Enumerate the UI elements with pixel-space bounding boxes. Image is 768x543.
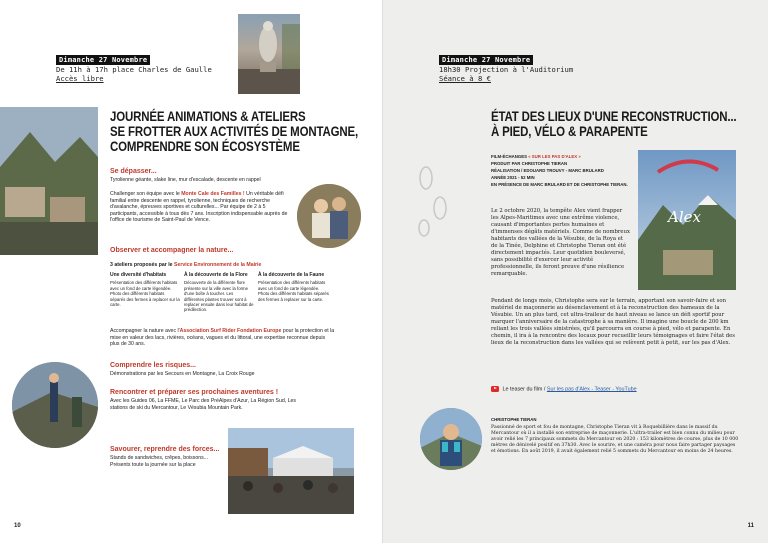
left-title-line-3: COMPRENDRE SON ÉCOSYSTÈME — [110, 138, 300, 154]
left-time-place: De 11h à 17h place Charles de Gaulle — [56, 65, 212, 74]
risques-heading: Comprendre les risques... — [110, 362, 196, 369]
right-date-label: Dimanche 27 Novembre — [439, 55, 533, 65]
market-crowd-photo — [228, 428, 354, 514]
atelier-1-text: Présentation des différents habitats avec un fond de carte légendée. Photo des différents habitats séparés des fermes à replacer sur la carte. — [110, 280, 180, 308]
rencontrer-text: Avec les Guides 06, La FFME, Le Parc des PréAlpes d'Azur, La Région Sud, Les stations de ski du Mercantour, Le Vésubia Mountain Park. — [110, 398, 297, 411]
teaser-line — [491, 386, 741, 393]
surf-rider-paragraph — [110, 328, 336, 348]
challenge-pre: Challenger son équipe avec le — [110, 191, 182, 197]
film-poster — [638, 150, 736, 290]
atelier-column-1 — [110, 273, 180, 307]
atelier-3-text: Présentation des différents habitats avec un fond de carte légendée. Photo des différents habitats séparés des fermes à replacer sur la carte. — [258, 280, 329, 302]
left-title-line-1: JOURNÉE ANIMATIONS & ATELIERS — [110, 108, 306, 124]
credit-presence: EN PRÉSENCE DE MARC BRULARD ET DE CHRISTOPHE TIERAN. — [491, 183, 628, 188]
left-date-label: Dimanche 27 Novembre — [56, 55, 150, 65]
right-title-line-2: À PIED, VÉLO & PARAPENTE — [491, 123, 648, 139]
ateliers-pre: 3 ateliers proposés par le — [110, 262, 175, 268]
atelier-column-2 — [184, 273, 254, 313]
atelier-column-3 — [258, 273, 330, 302]
ateliers-highlight: Service Environnement de la Mairie — [174, 262, 262, 268]
challenge-paragraph — [110, 191, 288, 224]
savourer-heading: Savourer, reprendre des forces... — [110, 446, 220, 453]
left-page-number: 10 — [14, 523, 21, 529]
family-round-photo — [297, 184, 361, 248]
atelier-1-heading: Une diversité d'habitats — [110, 272, 167, 278]
statue-photo — [238, 14, 300, 94]
credit-year: ANNÉE 2021 - 52 MIN — [491, 176, 535, 181]
bio-text: Passionné de sport et fou de montagne, Christophe Tieran vit à Roquebillière dans le massif du Mercantour où il a installé son entreprise de maçonnerie. L'ultra-trailer est bien connu du milieu pour avoir relié les 7 principaux sommets du Mercantour en 2020 : 153 kilomètres de course, plus de 10 000 mètres de dénivelé positif en 37h30. Avec le sourire, et une caméra pour nous faire partager paysages et émotions. En août 2019, il avait également relié 5 sommets du Mercantour en moins de 24 heures. — [491, 425, 739, 455]
challenge-body: Un véritable défi familial entre descente en rappel, tyrolienne, techniques de recherche d'avalanche, épreuves sportives et culturelles... Par équipe de 2 à 5 participants, accessible à tous dès 7 ans. Inscription indispensable auprès de l'office de tourisme de Saint-Paul de Vence. — [110, 191, 288, 224]
film-label: FILM-ÉCHANGES — [491, 155, 527, 160]
atelier-2-heading: À la découverte de la Flore — [184, 272, 248, 278]
right-time-place: 18h30 Projection à l'Auditorium — [439, 65, 574, 74]
challenge-highlight: Monte Cale des Familles ! — [181, 191, 245, 197]
youtube-icon — [491, 386, 499, 392]
credit-direction: RÉALISATION / EDOUARD TROUVY - MARC BRULARD — [491, 169, 604, 174]
ateliers-intro — [110, 262, 360, 269]
risques-text: Démonstrations par les Secours en Montagne, La Croix Rouge — [110, 371, 255, 377]
rencontrer-heading: Rencontrer et préparer ses prochaines aventures ! — [110, 389, 279, 396]
teaser-link[interactable]: Sur les pas d'Alex - Teaser - YouTube — [546, 386, 637, 393]
credit-producer: PRODUIT PAR CHRISTOPHE TIERAN — [491, 162, 568, 167]
film-title: « SUR LES PAS D'ALEX » — [528, 155, 581, 160]
left-access: Accès libre — [56, 74, 104, 83]
teaser-prefix: Le teaser du film / — [502, 386, 547, 393]
atelier-3-heading: À la découverte de la Faune — [258, 272, 325, 278]
savourer-text: Stands de sandwiches, crêpes, boissons... Présents toute la journée sur la place — [110, 455, 209, 468]
christophe-round-photo — [420, 408, 482, 470]
synopsis-paragraph-2: Pendant de longs mois, Christophe sera sur le terrain, apportant son savoir-faire et son matériel de maçonnerie au désenclavement et à la reconstruction des hameaux de la Vésubie. Un an plus tard, cet ultra-traileur de haut niveau se lance un défi sportif pour marquer l'anniversaire de la catastrophe à sa manière. Il imagine une boucle de 200 km reliant les trois vallées sinistrées, qu'il parcourra en course à pied, vélo et parapente. En chemin, il ira à la rencontre des locaux pour recueillir leurs témoignages et faire l'état des lieux de la reconstruction dans les vallées qui se relèvent petit à petit, sur les pas d'Alex. — [491, 298, 736, 346]
bio-name: CHRISTOPHE TIERAN — [491, 418, 537, 423]
poster-title: Alex — [668, 208, 701, 226]
mountain-village-photo — [0, 107, 98, 255]
film-label-line — [491, 155, 581, 161]
climbing-round-photo — [12, 362, 98, 448]
depasser-heading: Se dépasser... — [110, 168, 157, 175]
surf-highlight: Association Surf Rider Fondation Europe — [179, 328, 282, 334]
synopsis-paragraph-1: Le 2 octobre 2020, la tempête Alex vient frapper les Alpes-Maritimes avec une extrême violence, causant d'importantes pertes humaines et d'immenses dégâts matériels. Comme de nombreux habitants des vallées de la Vésubie, de la Roya et de la Tinée, Delphine et Christophe Tieran ont été directement impactés. Leur quotidien bouleversé, sans possibilité d'exercer leur activité professionnelle, ils feront preuve d'une résilience remarquable. — [491, 208, 630, 277]
left-title-line-2: SE FROTTER AUX ACTIVITÉS DE MONTAGNE, — [110, 123, 358, 139]
surf-pre: Accompagner la nature avec l' — [110, 328, 180, 334]
footprints-icon — [412, 160, 454, 240]
right-page — [384, 0, 768, 543]
depasser-text: Tyrolienne géante, slake line, mur d'escalade, descente en rappel — [110, 177, 261, 183]
right-price: Séance à 8 € — [439, 74, 491, 83]
atelier-2-text: Découverte de la différente flore présente sur la ville avec la forme d'une boîte à toucher. Les différentes plantes trouver sont à replacer ensuite dans leur habitat de prédilection. — [184, 280, 254, 313]
right-title-line-1: ÉTAT DES LIEUX D'UNE RECONSTRUCTION... — [491, 108, 737, 124]
right-page-number: 11 — [747, 523, 754, 529]
surf-body: pour la protection et la mise en valeur des lacs, rivières, océans, vagues et du littoral, une expertise reconnue depuis plus de 30 ans. — [110, 328, 335, 348]
observer-heading: Observer et accompagner la nature... — [110, 247, 234, 254]
